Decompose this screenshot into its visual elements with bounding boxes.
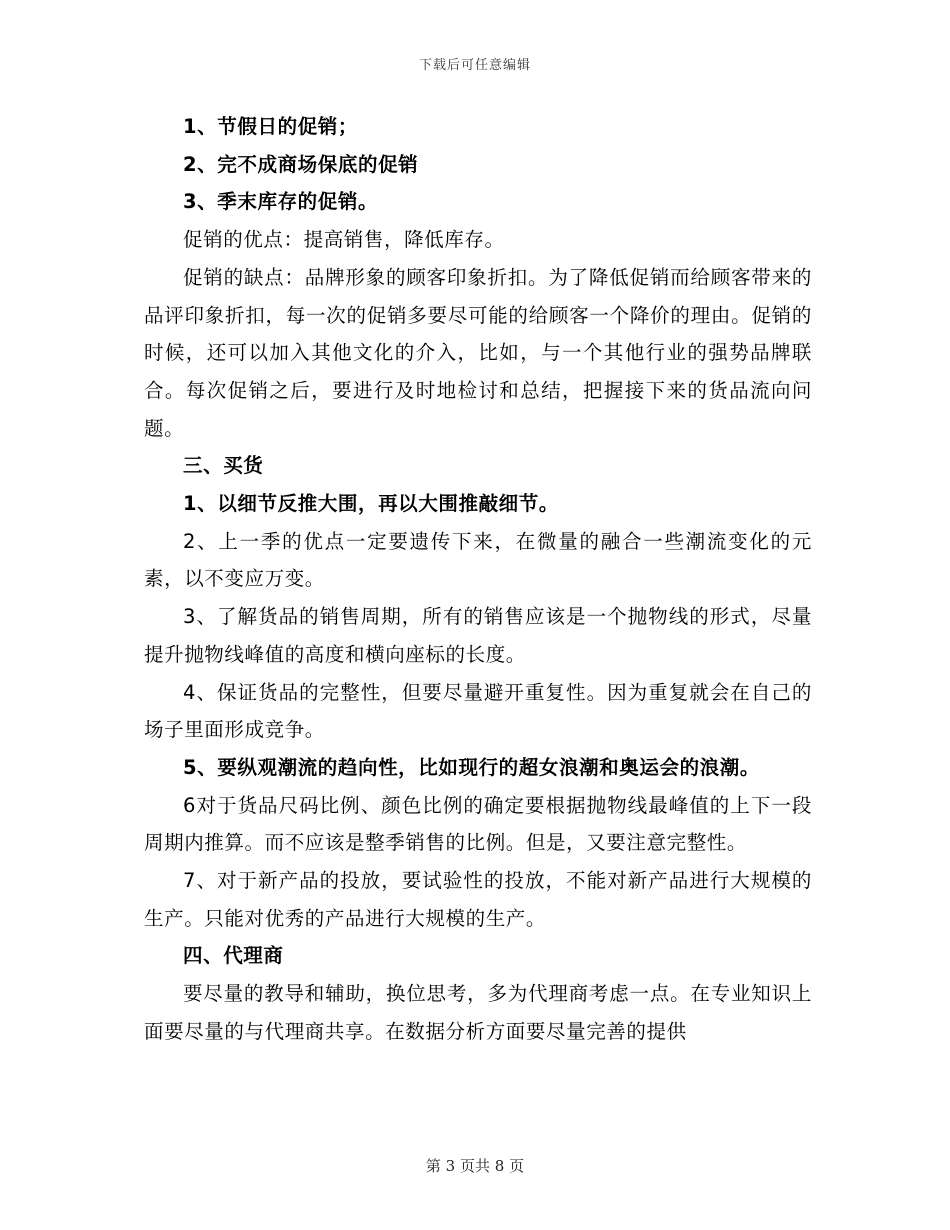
list-item-buying-7: 7、对于新产品的投放，要试验性的投放，不能对新产品进行大规模的生产。只能对优秀的产品进行大规模的生产。: [144, 869, 812, 930]
list-item-buying-2: 2、上一季的优点一定要遗传下来，在微量的融合一些潮流变化的元素，以不变应万变。: [144, 529, 812, 591]
list-item-mall-minimum-promo: 2、完不成商场保底的促销: [183, 152, 419, 176]
page-footer: 第 3 页共 8 页: [425, 1157, 525, 1175]
list-item-holiday-promo: 1、节假日的促销；: [183, 115, 358, 138]
paragraph-promo-advantages: 促销的优点：提高销售，降低库存。: [183, 228, 505, 252]
paragraph-agents: 要尽量的教导和辅助，换位思考，多为代理商考虑一点。在专业知识上面要尽量的与代理商共享。在数据分析方面要尽量完善的提供: [144, 982, 812, 1043]
section-heading-agents: 四、代理商: [183, 944, 284, 968]
list-item-buying-5: 5、要纵观潮流的趋向性，比如现行的超女浪潮和奥运会的浪潮。: [183, 755, 760, 779]
list-item-buying-6: 6对于货品尺码比例、颜色比例的确定要根据抛物线最峰值的上下一段周期内推算。而不应该是整季销售的比例。但是，又要注意完整性。: [144, 793, 812, 855]
page-header: 下载后可任意编辑: [418, 58, 531, 73]
list-item-season-end-promo: 3、季末库存的促销。: [183, 190, 379, 214]
section-heading-buying: 三、买货: [183, 454, 264, 478]
list-item-buying-4: 4、保证货品的完整性，但要尽量避开重复性。因为重复就会在自己的场子里面形成竞争。: [144, 680, 812, 742]
list-item-buying-3: 3、了解货品的销售周期，所有的销售应该是一个抛物线的形式，尽量提升抛物线峰值的高度和横向座标的长度。: [144, 605, 812, 666]
document-body: [144, 108, 812, 1051]
paragraph-promo-disadvantages: 促销的缺点：品牌形象的顾客印象折扣。为了降低促销而给顾客带来的品评印象折扣，每一次的促销多要尽可能的给顾客一个降价的理由。促销的时候，还可以加入其他文化的介入，比如，与一个其他行业的强势品牌联合。每次促销之后，要进行及时地检讨和总结，把握接下来的货品流向问题。: [144, 265, 812, 440]
list-item-buying-1: 1、以细节反推大围，再以大围推敲细节。: [183, 492, 559, 516]
